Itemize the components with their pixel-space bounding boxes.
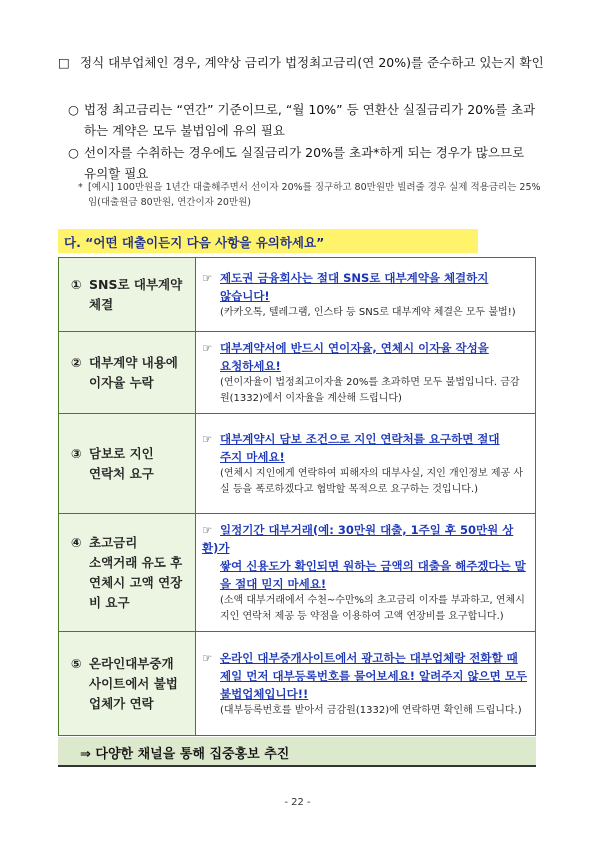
row-headline-cont: 요청하세요!	[220, 358, 281, 373]
conclusion-text: ⇒ 다양한 채널을 통해 집중홍보 추진	[80, 747, 290, 762]
footnote	[78, 180, 548, 210]
intro-block	[58, 52, 548, 73]
label-line: 체결	[89, 296, 114, 312]
row-comment: (연이자율이 법정최고이자율 20%를 초과하면 모두 불법입니다. 금감원(1332)에서 이자율을 계산해 드립니다)	[220, 376, 520, 404]
caution-table	[58, 257, 536, 736]
row-headline: 대부계약서에 반드시 연이자율, 연체시 이자율 작성을	[220, 340, 489, 355]
point-1	[60, 99, 538, 141]
row-headline: 일정기간 대부거래(예: 30만원 대출, 1주일 후 50만원 상환)가	[202, 522, 514, 555]
label-line: 담보로 지인	[89, 445, 154, 461]
row-label	[59, 414, 196, 514]
row-headline-cont: 않습니다!	[220, 288, 270, 303]
row-content	[196, 514, 536, 632]
section-title: 다. “어떤 대출이든지 다음 사항을 유의하세요”	[64, 235, 325, 250]
label-line: 연락처 요구	[89, 465, 154, 481]
footnote-text: [예시] 100만원을 1년간 대출해주면서 선이자 20%를 징구하고 80만원만 빌려줄 경우 실제 적용금리는 25%임(대출원금 80만원, 연간이자 20만원)	[88, 182, 541, 208]
pointing-hand-icon: ☞	[202, 340, 213, 355]
row-content	[196, 332, 536, 414]
label-line: 사이트에서 불법업체가 연락	[89, 675, 178, 711]
point-text: 법정 최고금리는 “연간” 기준이므로, “월 10%” 등 연환산 실질금리가 20%를 초과하는 계약은 모두 불법임에 유의 필요	[84, 102, 536, 138]
row-headline-cont: 제일 먼저 대부등록번호를 물어보세요! 알려주지 않으면 모두 불법업체입니다!!	[220, 668, 527, 701]
table-row	[59, 258, 536, 332]
label-line: 소액거래 유도 후 연체시 고액 연장비 요구	[89, 554, 183, 610]
row-headline: 제도권 금융회사는 절대 SNS로 대부계약을 체결하지	[220, 270, 489, 285]
pointing-hand-icon: ☞	[202, 522, 213, 537]
row-label	[59, 632, 196, 736]
row-label	[59, 332, 196, 414]
point-2	[60, 142, 538, 184]
table-row	[59, 414, 536, 514]
asterisk: *	[78, 182, 83, 193]
label-line: 이자율 누락	[89, 374, 154, 390]
label-line: 초고금리	[89, 534, 138, 550]
row-number: ①	[71, 276, 82, 292]
circle-bullet-icon: ○	[68, 145, 79, 160]
conclusion-band	[58, 737, 536, 767]
row-label	[59, 514, 196, 632]
row-comment: (대부등록번호를 받아서 금감원(1332)에 연락하면 확인해 드립니다.)	[220, 704, 522, 716]
pointing-hand-icon: ☞	[202, 270, 213, 285]
circle-bullet-icon: ○	[68, 102, 79, 117]
point-text: 선이자를 수취하는 경우에도 실질금리가 20%를 초과*하게 되는 경우가 많으므로 유의할 필요	[84, 145, 525, 181]
row-headline: 온라인 대부중개사이트에서 광고하는 대부업체랑 전화할 때	[220, 650, 518, 665]
row-comment: (카카오톡, 텔레그램, 인스타 등 SNS로 대부계약 체결은 모두 불법!)	[220, 306, 516, 318]
label-line: 온라인대부중개	[89, 655, 174, 671]
label-line: 대부계약 내용에	[89, 354, 178, 370]
row-content	[196, 632, 536, 736]
row-headline-cont: 주지 마세요!	[220, 449, 285, 464]
row-headline-cont: 쌓여 신용도가 확인되면 원하는 금액의 대출을 해주겠다는 말을 절대 믿지 마세요!	[220, 558, 526, 591]
row-number: ③	[71, 445, 82, 461]
square-bullet-icon: □	[58, 55, 70, 70]
label-line: SNS로 대부계약	[89, 276, 183, 292]
row-number: ②	[71, 354, 82, 370]
row-number: ④	[71, 534, 82, 550]
table-row	[59, 514, 536, 632]
section-title-band	[58, 229, 478, 253]
pointing-hand-icon: ☞	[202, 431, 213, 446]
row-label	[59, 258, 196, 332]
table-row	[59, 332, 536, 414]
row-headline: 대부계약시 담보 조건으로 지인 연락처를 요구하면 절대	[220, 431, 500, 446]
page-number: - 22 -	[284, 797, 311, 808]
pointing-hand-icon: ☞	[202, 650, 213, 665]
row-comment: (연체시 지인에게 연락하여 피해자의 대부사실, 지인 개인정보 제공 사실 등을 폭로하겠다고 협박할 목적으로 요구하는 것입니다.)	[220, 467, 523, 495]
row-content	[196, 258, 536, 332]
table-row	[59, 632, 536, 736]
row-comment: (소액 대부거래에서 수천~수만%의 초고금리 이자를 부과하고, 연체시 지인 연락처 제공 등 약점을 이용하여 고액 연장비를 요구합니다.)	[220, 594, 525, 622]
intro-text: 정식 대부업체인 경우, 계약상 금리가 법정최고금리(연 20%)를 준수하고 있는지 확인	[80, 55, 544, 70]
row-content	[196, 414, 536, 514]
row-number: ⑤	[71, 655, 82, 671]
